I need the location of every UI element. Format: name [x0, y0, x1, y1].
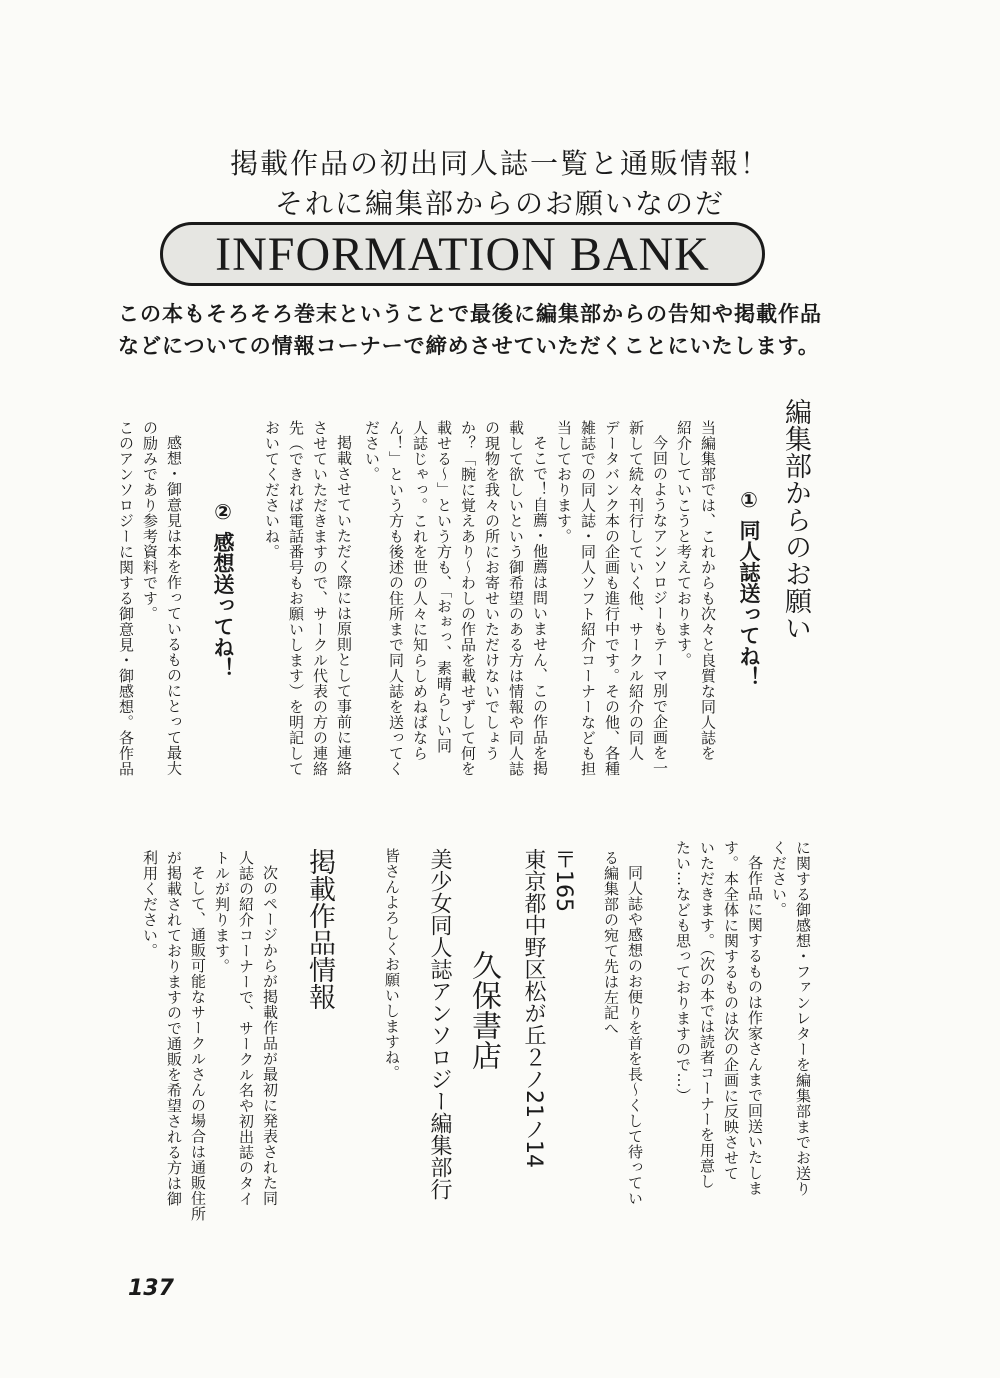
banner-title: INFORMATION BANK: [215, 227, 710, 281]
lower-text-line: 利用ください。: [141, 850, 159, 959]
address-zip: 〒165: [551, 848, 576, 912]
page-number: 137: [128, 1276, 174, 1301]
upper-text-line: の励みであり参考資料です。: [141, 420, 159, 622]
intro-line-1: この本もそろそろ巻末ということで最後に編集部からの告知や掲載作品: [118, 302, 822, 326]
subheading-send-doujinshi: ① 同人誌送ってね！: [737, 488, 761, 688]
upper-text-line: おいてくださいね。: [263, 420, 281, 560]
closing-line: 皆さんよろしくお願いしますね。: [383, 848, 401, 1081]
upper-text-line: 人誌じゃっ。これを世の人々に知らしめねばなら: [411, 420, 429, 761]
upper-text-line: 雑誌での同人誌・同人ソフト紹介コーナーなども担: [579, 420, 597, 777]
upper-text-line: か？「腕に覚えあり～わしの作品を載せずして何を: [459, 420, 477, 777]
upper-text-line: ださい。: [363, 420, 381, 482]
upper-text-line: 当編集部では、これからも次々と良質な同人誌を: [699, 420, 717, 761]
upper-text-line: このアンソロジーに関する御意見・御感想。各作品: [117, 420, 135, 777]
upper-text-line: の現物を我々の所にお寄せいただけないでしょう: [483, 420, 501, 761]
intro-line-2: などについての情報コーナーで締めさせていただくことにいたします。: [118, 334, 820, 358]
section-title-works-info: 掲載作品情報: [304, 848, 335, 1010]
header-line-1: 掲載作品の初出同人誌一覧と通販情報！: [229, 147, 770, 180]
upper-text-line: 載せる～」という方も、「おぉっ、素晴らしい同: [435, 420, 453, 754]
lower-text-line: 同人誌や感想のお便りを首を長～くして待ってい: [626, 865, 644, 1206]
upper-text-line: 当しております。: [555, 420, 573, 544]
lower-text-line: 人誌の紹介コーナーで、サークル名や初出誌のタイ: [237, 850, 255, 1207]
lower-text-line: が掲載されておりますので通販を希望される方は御: [165, 850, 183, 1207]
upper-text-line: ん！」という方も後述の住所まで同人誌を送ってく: [387, 420, 405, 777]
subheading-send-feedback: ② 感想送ってね！: [211, 500, 235, 679]
lower-text-line: す。本全体に関するものは次の企画に反映させて: [722, 840, 740, 1181]
upper-text-line: 今回のようなアンソロジーもテーマ別で企画を一: [651, 435, 669, 776]
lower-text-line: に関する御感想・ファンレターを編集部までお送り: [794, 840, 812, 1197]
lower-text-line: トルが判ります。: [213, 850, 231, 974]
upper-text-line: データバンク本の企画も進行中です。その他、各種: [603, 420, 621, 777]
lower-text-line: ください。: [770, 840, 788, 918]
address-street: 東京都中野区松が丘２ノ21ノ14: [521, 848, 546, 1168]
lower-text-line: 各作品に関するものは作家さんまで回送いたしま: [746, 855, 764, 1196]
upper-text-line: させていただきますので、サークル代表の方の連絡: [311, 420, 329, 777]
upper-text-line: 先（できれば電話番号もお願いします）を明記して: [287, 420, 305, 777]
lower-text-line: る編集部の宛て先は左記へ: [602, 850, 620, 1036]
lower-text-line: いただきます。（次の本では読者コーナーを用意し: [698, 840, 716, 1189]
title-banner: [160, 222, 765, 286]
upper-text-line: 紹介していこうと考えております。: [675, 420, 693, 668]
lower-text-line: 次のページからが掲載作品が最初に発表された同: [261, 865, 279, 1206]
section-title-requests: 編集部からのお願い: [780, 398, 811, 641]
address-company: 久保書店: [466, 950, 501, 1070]
address-department: 美少女同人誌アンソロジー編集部行: [427, 848, 452, 1200]
upper-text-line: 載して欲しいという御希望のある方は情報や同人誌: [507, 420, 525, 777]
header-line-2: それに編集部からのお願いなのだ: [274, 187, 725, 220]
upper-text-line: 新して続々刊行していく他、サークル紹介の同人: [627, 420, 645, 761]
upper-text-line: そこで！自薦・他薦は問いません、この作品を掲: [531, 435, 549, 776]
lower-text-line: たい…なども思っておりますので…）: [674, 840, 692, 1104]
upper-text-line: 感想・御意見は本を作っているものにとって最大: [165, 435, 183, 776]
upper-text-line: 掲載させていただく際には原則として事前に連絡: [335, 435, 353, 776]
lower-text-line: そして、通販可能なサークルさんの場合は通販住所: [189, 865, 207, 1222]
